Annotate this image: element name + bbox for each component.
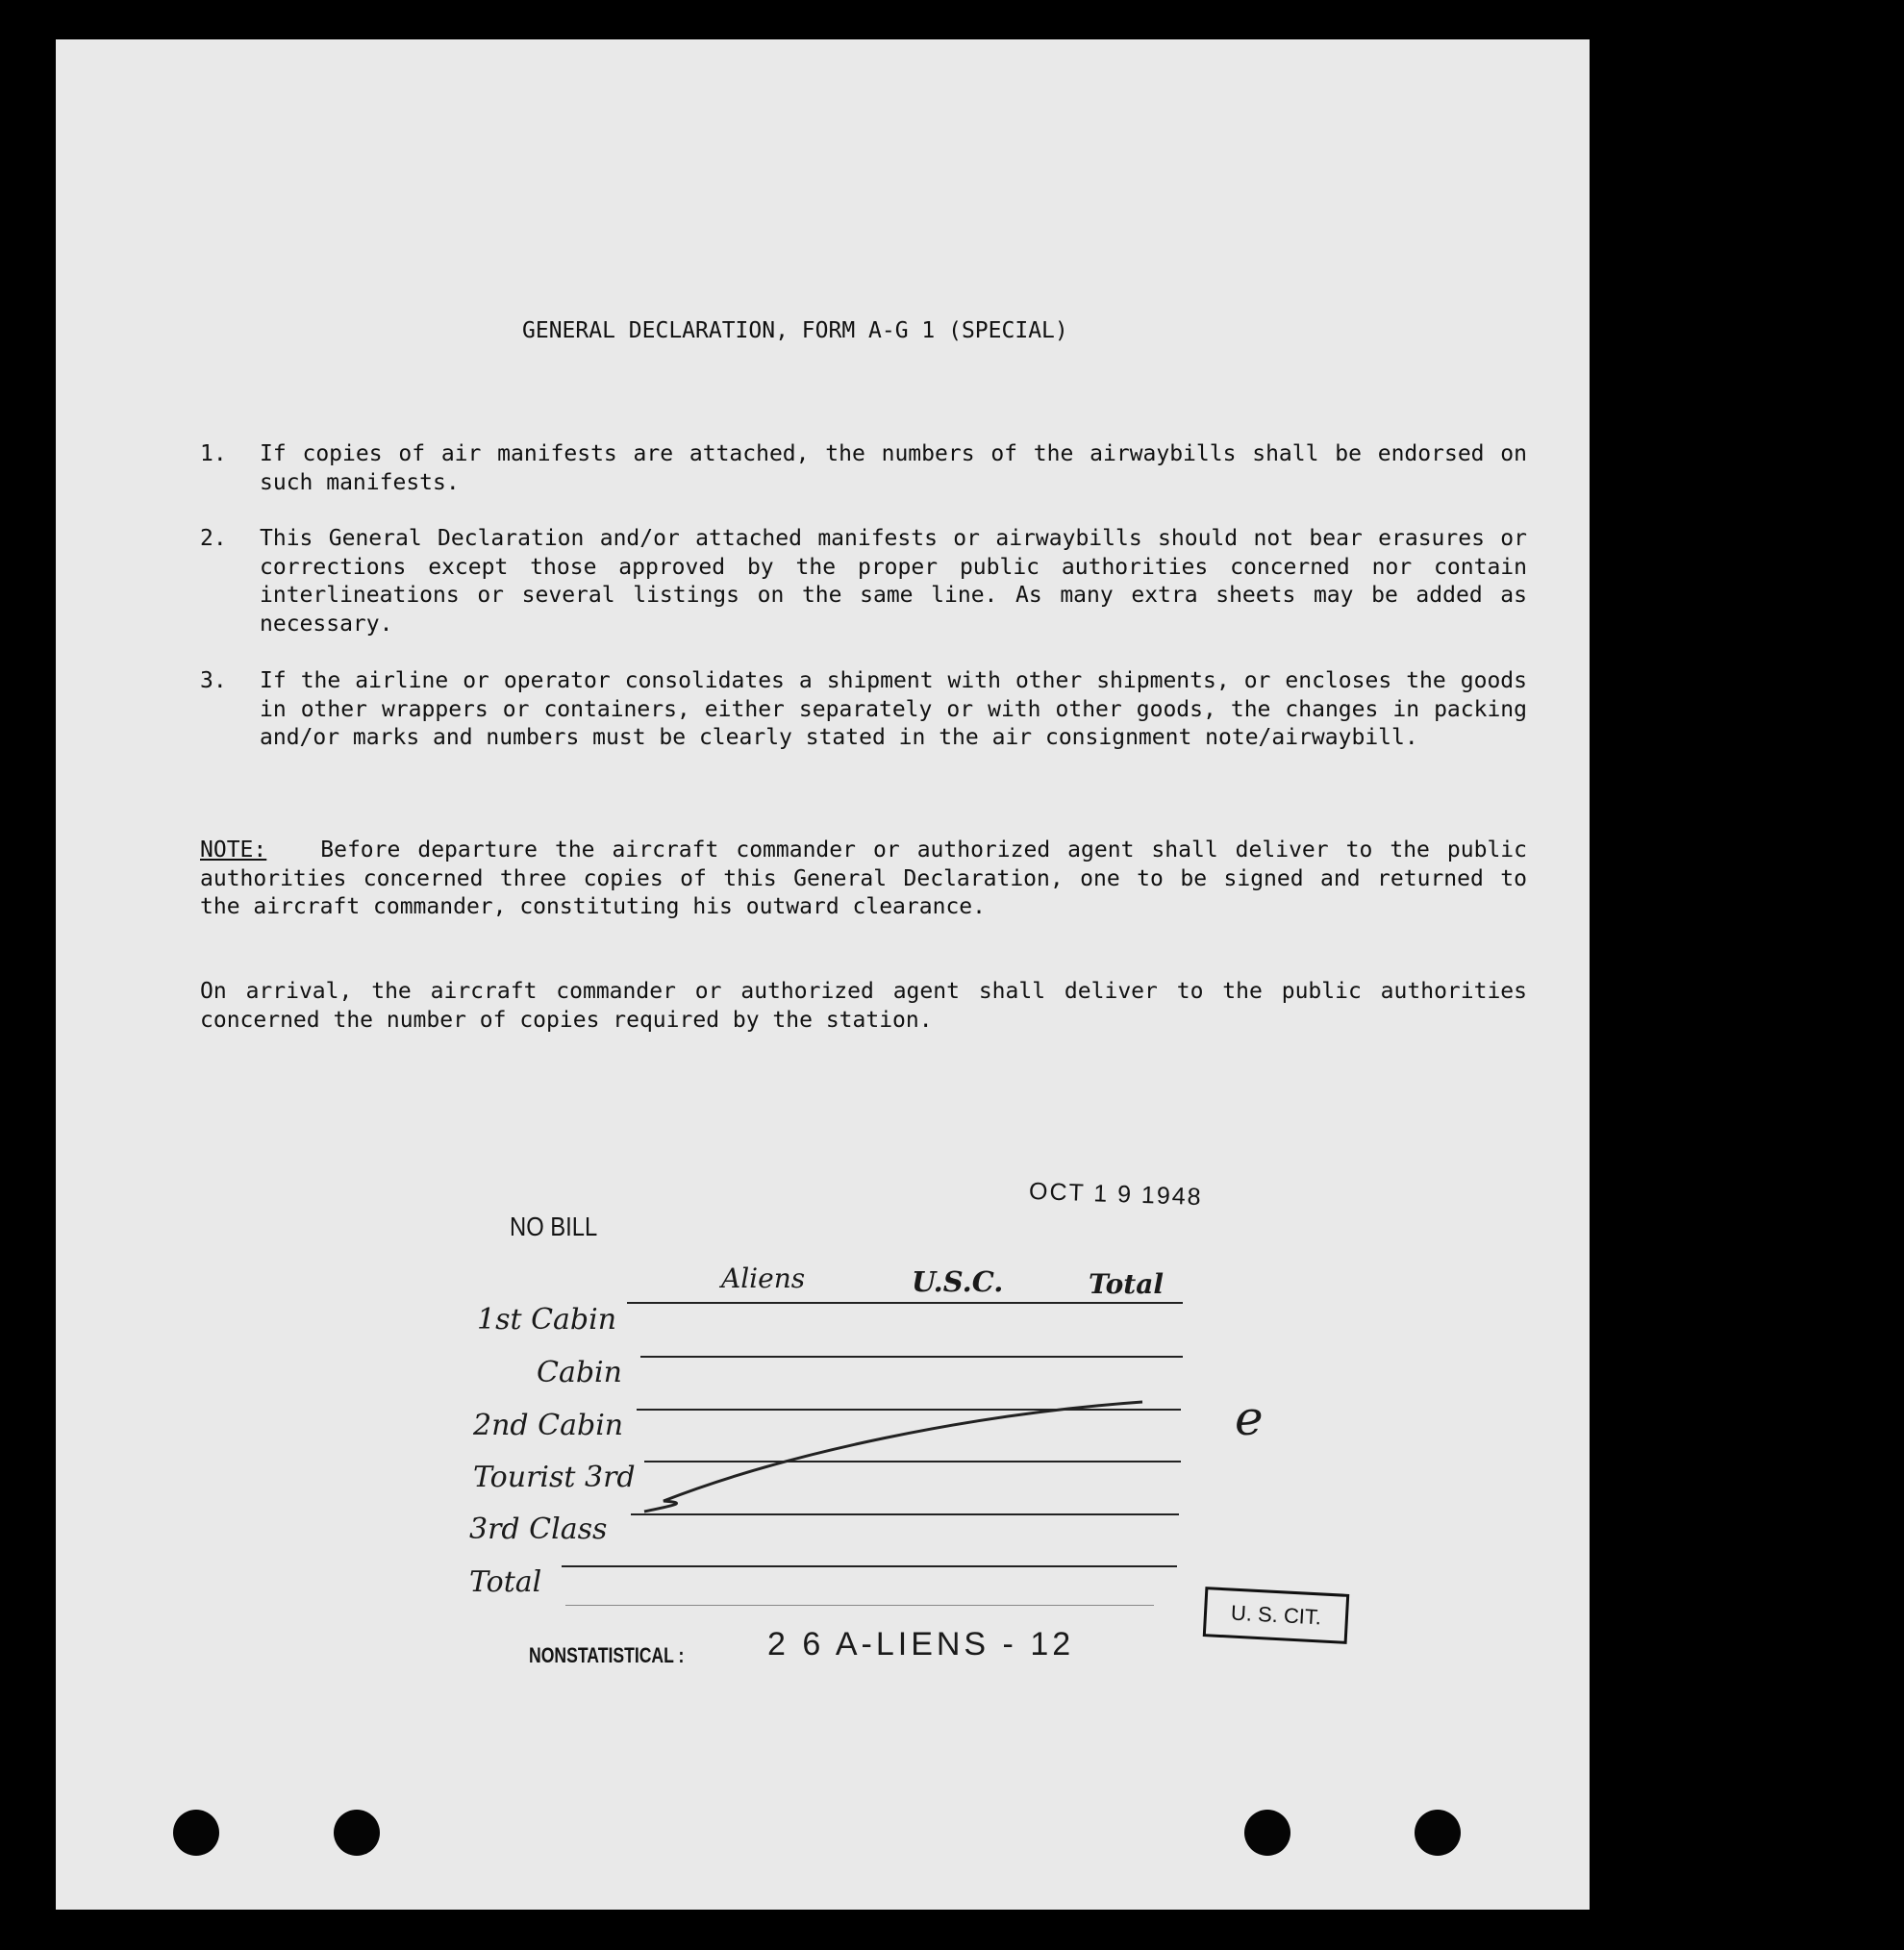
row-label-total: Total	[469, 1565, 542, 1599]
row-label-2nd-cabin: 2nd Cabin	[473, 1409, 624, 1442]
note-label: NOTE:	[200, 838, 267, 862]
handwritten-mark: e	[1235, 1390, 1264, 1446]
punch-hole	[1244, 1810, 1290, 1856]
item-text: This General Declaration and/or attached manifests or airwaybills should not bear erasures or corrections except those approved by the proper public authorities concerned nor contain interlineations or several listings on the same line. As many extra sheets may be added as necessary.	[260, 526, 1527, 637]
item-number: 3.	[200, 668, 227, 693]
row-label-tourist-3rd: Tourist 3rd	[473, 1461, 636, 1494]
item-text: If copies of air manifests are attached, the numbers of the airwaybills shall be endorsed on such manifests.	[260, 441, 1527, 495]
us-cit-text: U. S. CIT.	[1230, 1600, 1322, 1630]
row-label-cabin: Cabin	[537, 1356, 622, 1389]
no-bill-stamp: NO BILL	[510, 1212, 598, 1241]
row-label-3rd-class: 3rd Class	[469, 1512, 608, 1546]
form-title: GENERAL DECLARATION, FORM A-G 1 (SPECIAL)	[522, 318, 1068, 343]
handwritten-count: 2 6 A-LIENS - 12	[767, 1626, 1075, 1662]
note-text: Before departure the aircraft commander or authorized agent shall deliver to the public authorities concerned three copies of this General Declaration, one to be signed and returned to the aircraft commander, constituting his outward clearance.	[200, 838, 1527, 919]
punch-hole	[334, 1810, 380, 1856]
punch-hole	[1415, 1810, 1461, 1856]
row-label-1st-cabin: 1st Cabin	[477, 1303, 617, 1337]
date-stamp: OCT 1 9 1948	[1028, 1177, 1204, 1212]
item-text: If the airline or operator consolidates a shipment with other shipments, or encloses the goods in other wrappers or containers, either separately or with other goods, the changes in packing and/or marks and numbers must be clearly stated in the air consignment note/airwaybill.	[260, 668, 1527, 750]
item-number: 1.	[200, 441, 227, 466]
item-number: 2.	[200, 526, 227, 551]
column-header-total: Total	[1089, 1268, 1165, 1300]
punch-hole	[173, 1810, 219, 1856]
nonstatistical-stamp: NONSTATISTICAL :	[529, 1643, 685, 1667]
column-header-aliens: Aliens	[721, 1262, 806, 1294]
column-header-usc: U.S.C.	[912, 1265, 1004, 1298]
pen-stroke	[56, 39, 1590, 1910]
arrival-paragraph: On arrival, the aircraft commander or authorized agent shall deliver to the public authorities concerned the number of copies required by the station.	[200, 979, 1527, 1033]
document-page	[56, 39, 1590, 1910]
